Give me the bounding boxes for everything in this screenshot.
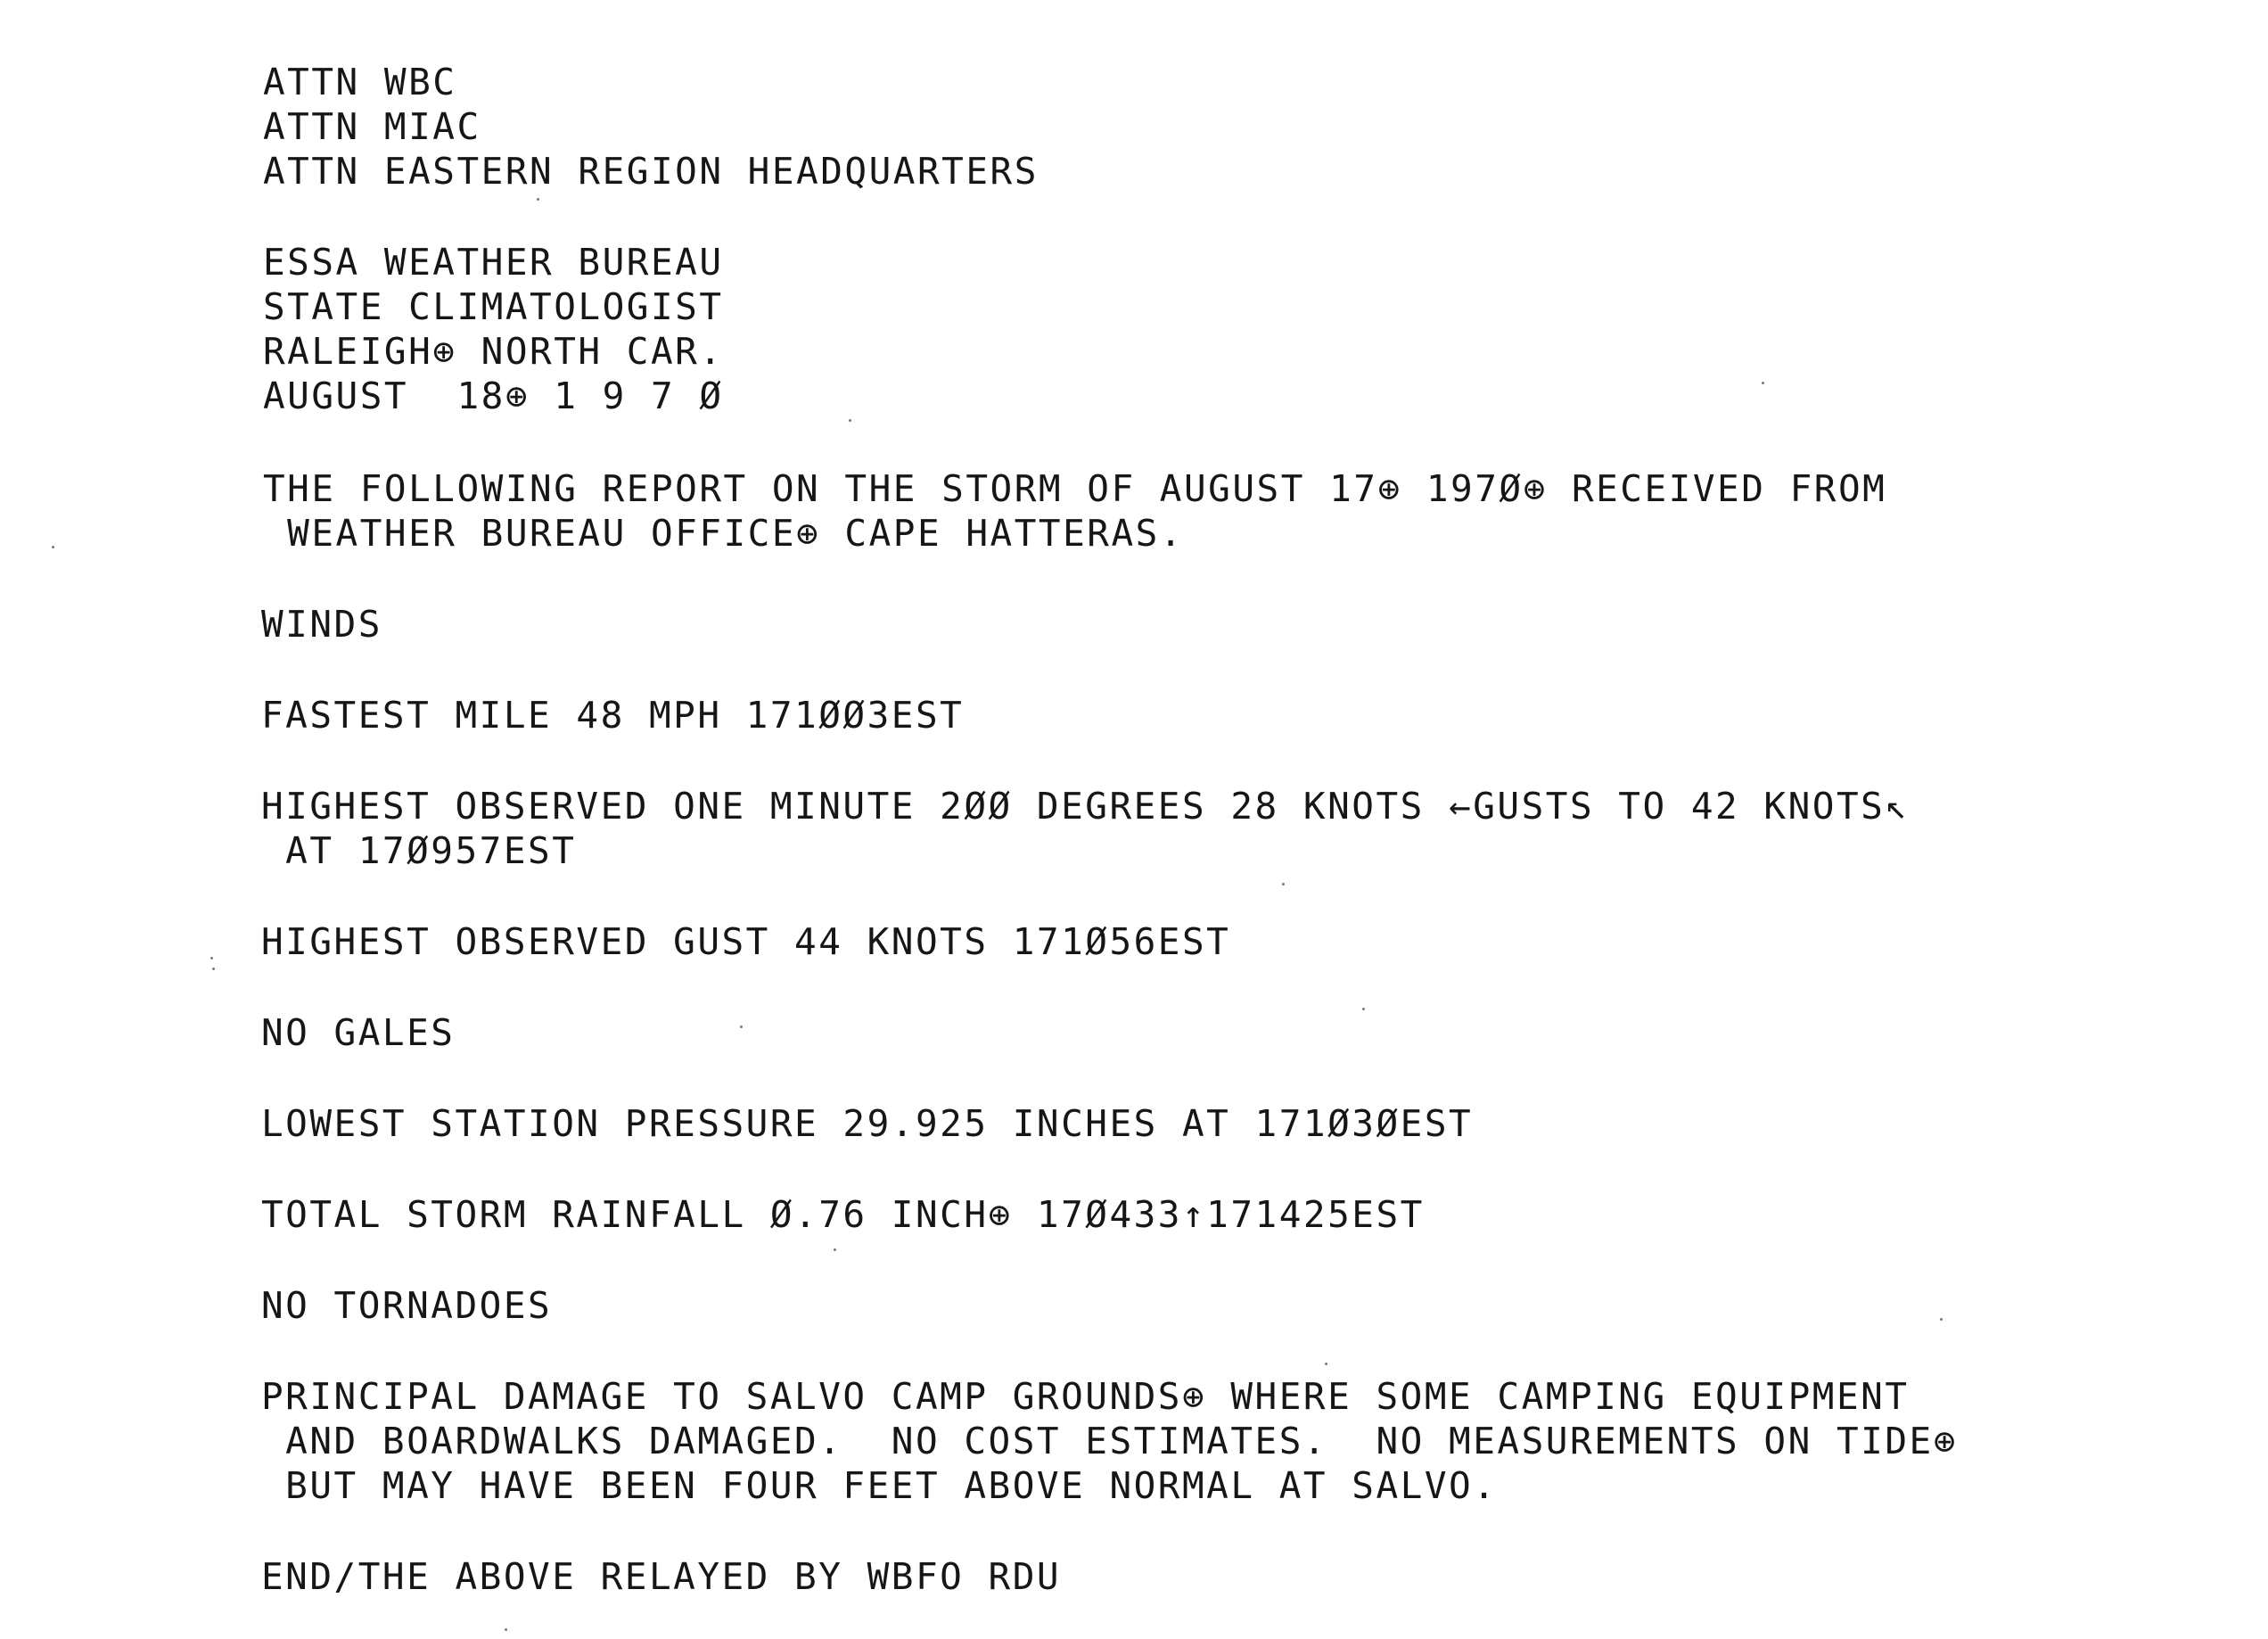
fastest-mile-line: FASTEST MILE 48 MPH 171ØØ3EST: [261, 694, 965, 737]
scan-speck: [537, 198, 539, 201]
attn-line-miac: ATTN MIAC: [263, 105, 481, 148]
scan-speck: [1282, 883, 1285, 885]
scan-speck: [505, 1628, 507, 1631]
damage-line-1: PRINCIPAL DAMAGE TO SALVO CAMP GROUNDS⊕ WHERE SOME CAMPING EQUIPMENT: [261, 1375, 1910, 1418]
highest-one-minute-line-1: HIGHEST OBSERVED ONE MINUTE 2ØØ DEGREES 28 KNOTS ←GUSTS TO 42 KNOTS↖: [261, 785, 1910, 828]
sender-date: AUGUST 18⊕ 1 9 7 Ø: [263, 375, 724, 417]
sender-title: STATE CLIMATOLOGIST: [263, 285, 724, 328]
scan-speck: [210, 957, 213, 960]
scan-speck: [1362, 1008, 1365, 1010]
scan-speck: [1762, 382, 1764, 384]
damage-line-2: AND BOARDWALKS DAMAGED. NO COST ESTIMATES. NO MEASUREMENTS ON TIDE⊕: [261, 1420, 1958, 1462]
sender-office: ESSA WEATHER BUREAU: [263, 241, 724, 284]
scan-speck: [834, 1248, 836, 1251]
attn-line-eastern-region: ATTN EASTERN REGION HEADQUARTERS: [263, 150, 1039, 193]
end-relay-line: END/THE ABOVE RELAYED BY WBFO RDU: [261, 1555, 1062, 1598]
intro-line-1: THE FOLLOWING REPORT ON THE STORM OF AUGUST 17⊕ 197Ø⊕ RECEIVED FROM: [263, 467, 1887, 510]
intro-line-2: WEATHER BUREAU OFFICE⊕ CAPE HATTERAS.: [263, 512, 1184, 555]
scan-speck: [1325, 1363, 1327, 1365]
attn-line-wbc: ATTN WBC: [263, 61, 457, 103]
winds-heading: WINDS: [261, 603, 382, 646]
no-gales-line: NO GALES: [261, 1011, 456, 1054]
scan-speck: [740, 1025, 743, 1028]
highest-one-minute-line-2: AT 17Ø957EST: [261, 829, 577, 872]
pressure-line: LOWEST STATION PRESSURE 29.925 INCHES AT 171Ø3ØEST: [261, 1102, 1474, 1145]
scan-speck: [1940, 1318, 1943, 1321]
scan-speck: [52, 546, 54, 548]
scan-speck: [212, 968, 215, 970]
no-tornadoes-line: NO TORNADOES: [261, 1284, 553, 1327]
sender-location: RALEIGH⊕ NORTH CAR.: [263, 330, 724, 373]
damage-line-3: BUT MAY HAVE BEEN FOUR FEET ABOVE NORMAL AT SALVO.: [261, 1464, 1498, 1507]
rainfall-line: TOTAL STORM RAINFALL Ø.76 INCH⊕ 17Ø433↑171425EST: [261, 1193, 1425, 1236]
highest-gust-line: HIGHEST OBSERVED GUST 44 KNOTS 171Ø56EST: [261, 920, 1231, 963]
scan-speck: [849, 419, 851, 422]
